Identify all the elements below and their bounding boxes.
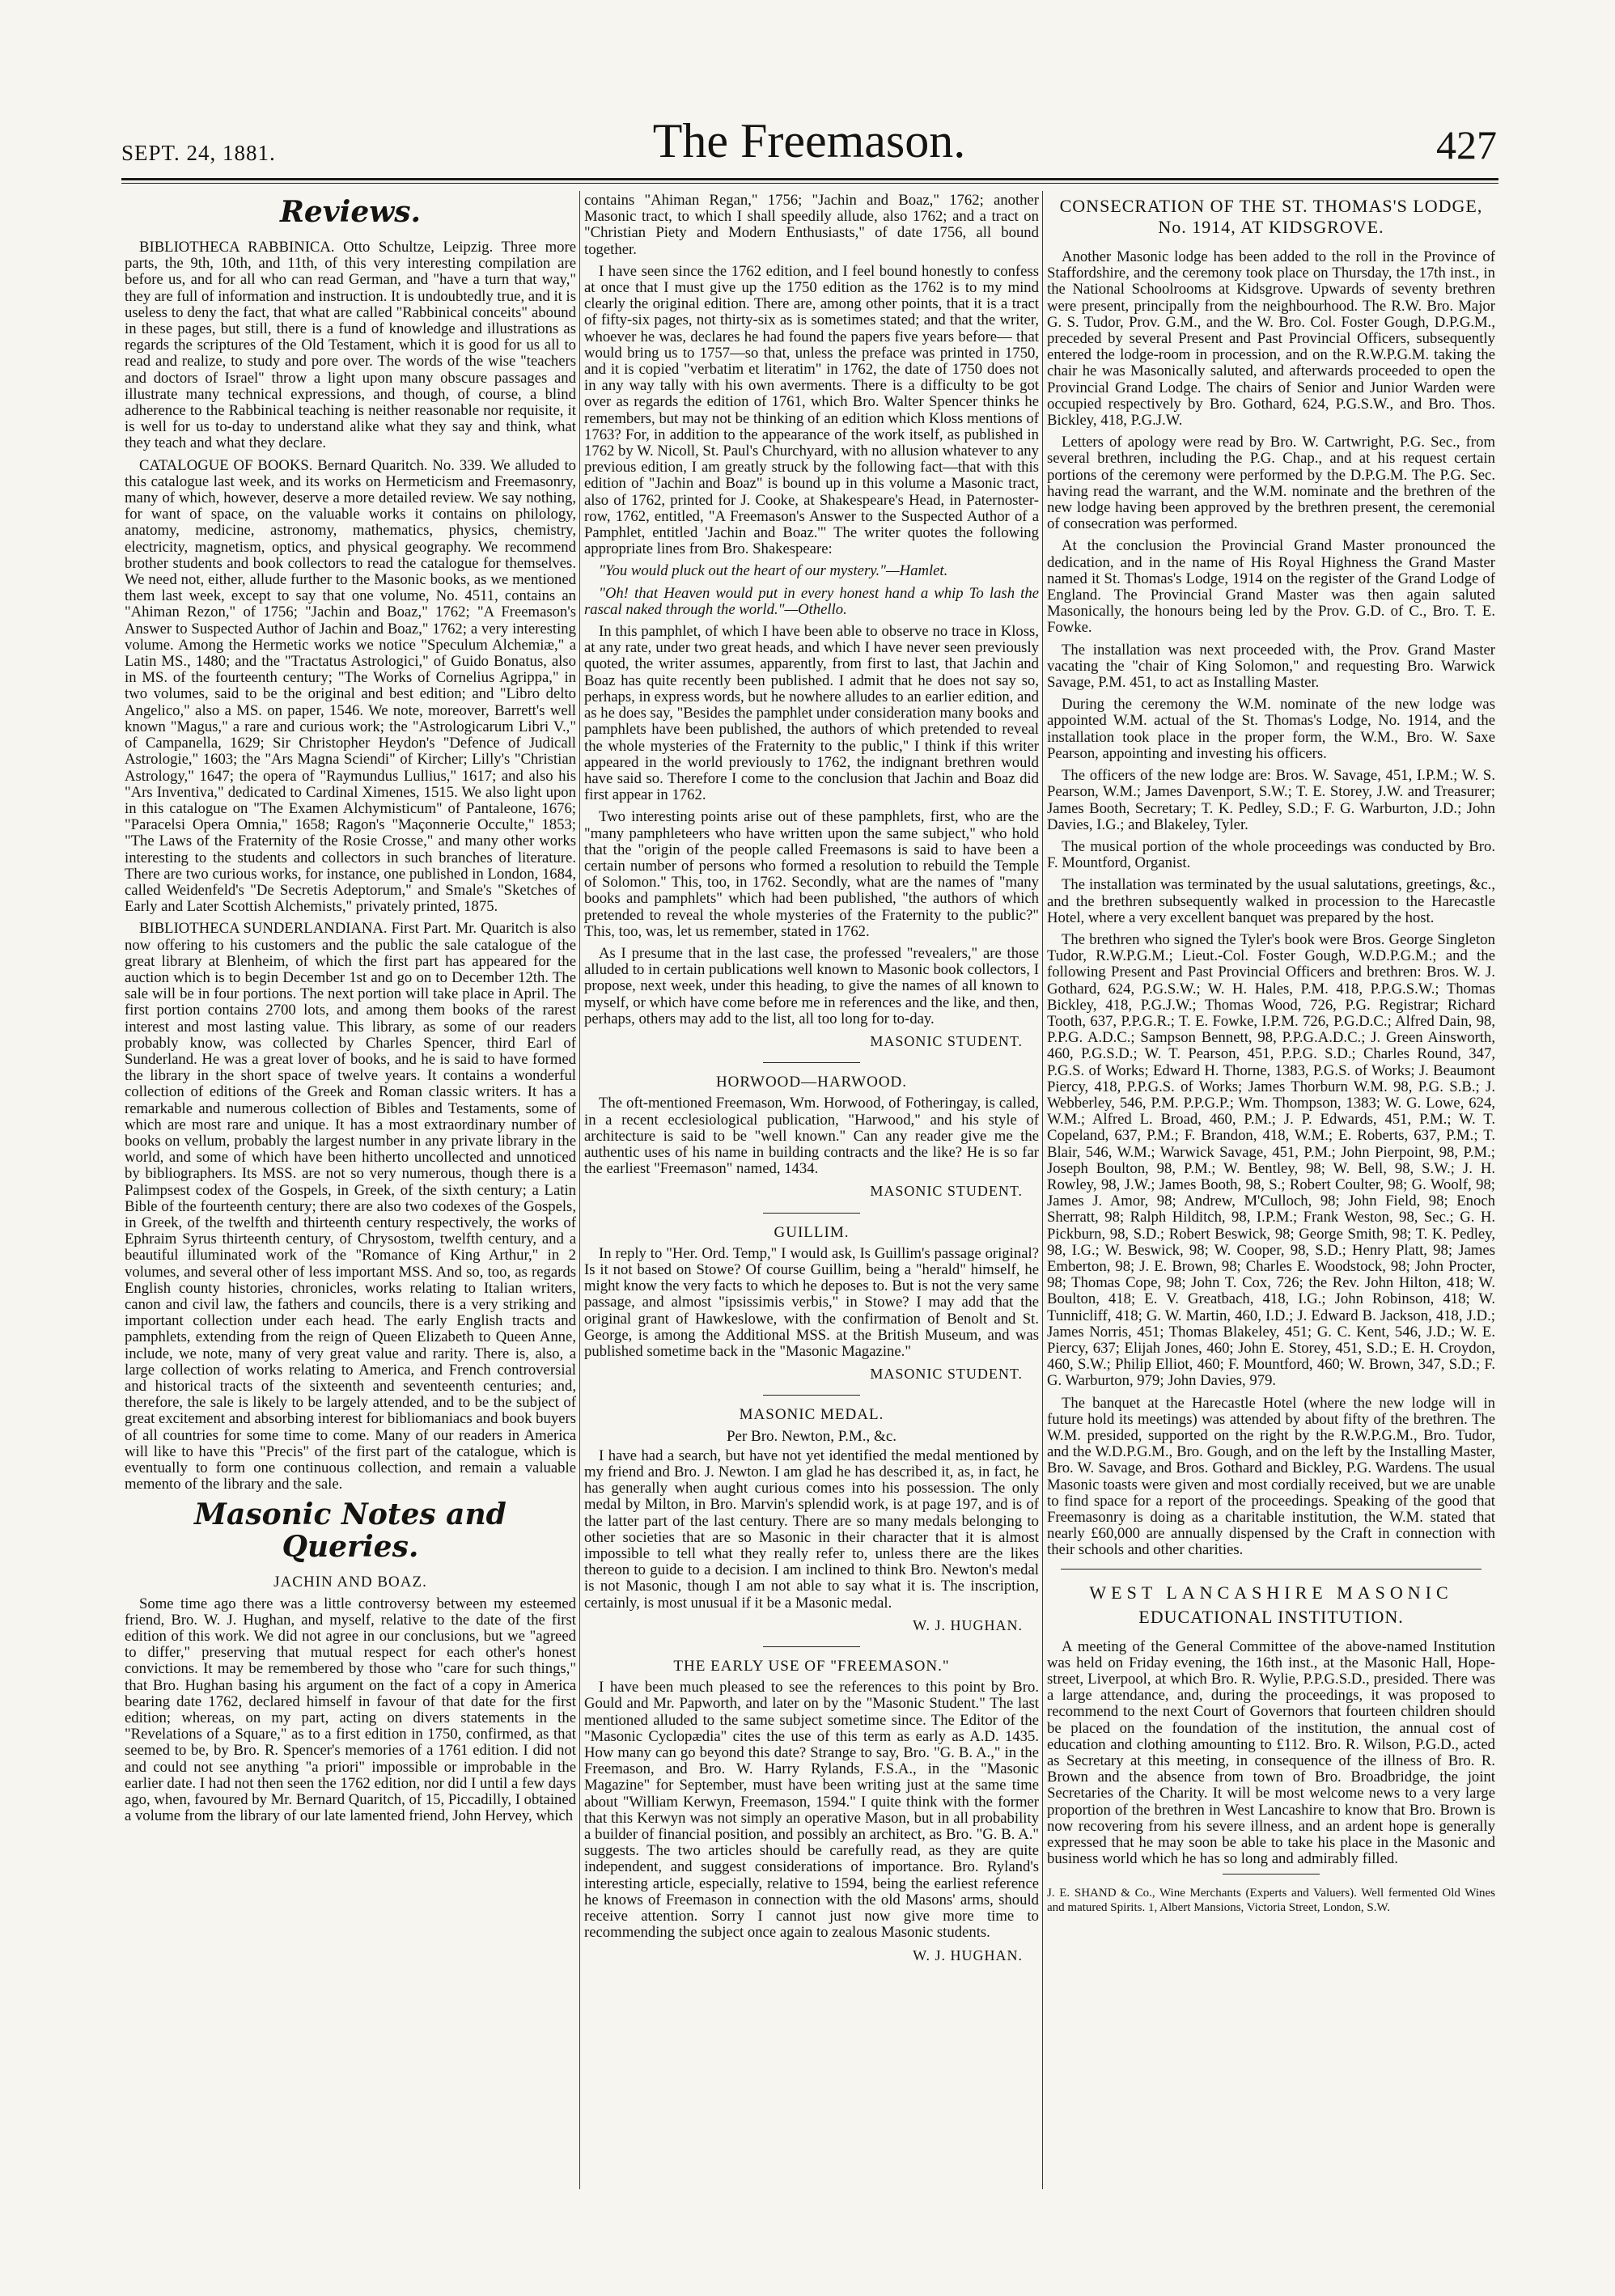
masthead-rule: [121, 178, 1498, 180]
page-number: 427: [1436, 122, 1497, 167]
article-heading-west-lancashire-sub: EDUCATIONAL INSTITUTION.: [1138, 1606, 1404, 1627]
article-body: The oft-mentioned Freemason, Wm. Horwood, of Fotheringay, is called, in a recent ecclesiological publication, "Harwood," and his style of architecture is said to be "well known." Can any reader give me the authentic uses of his name in building contracts and the like? He is so far the earliest "Freemason" named, 1434.: [584, 1095, 1039, 1178]
masthead-rule-thin: [121, 183, 1498, 184]
article-heading-west-lancashire: WEST LANCASHIRE MASONIC: [1089, 1582, 1453, 1603]
column-1: [125, 193, 576, 2191]
shakespeare-quote: "You would pluck out the heart of our mystery."—Hamlet.: [599, 562, 948, 580]
column-divider: [1042, 191, 1043, 2189]
article-body: I have been much pleased to see the references to this point by Bro. Gould and Mr. Papworth, and later on by the "Masonic Student." The last mentioned alluded to the same subject sometime since. The Editor of the "Masonic Cyclopædia" cites the use of this term as early as A.D. 1435. How many can go beyond this date? Strange to say, Bro. "G. B. A.," in the Freemason, and Bro. W. Harry Rylands, F.S.A., in the "Masonic Magazine" for September, must have been writing just at the same time about "William Kerwyn, Freemason, 1594." I quite think with the former that this Kerwyn was not simply an operative Mason, but in all probability a builder of financial position, and possibly an architect, as Bro. "G. B. A." suggests. The two articles should be carefully read, as they are quite independent, and suggest considerations of importance. Bro. Ryland's interesting article, especially, relative to 1594, being the earliest reference he knows of Freemason in connection with the old Masons' arms, should receive attention. Sorry I cannot just now give more time to recommending the subject once again to zealous Masonic students.: [584, 1679, 1039, 1942]
review-catalogue-of-books: CATALOGUE OF BOOKS. Bernard Quaritch. No. 339. We alluded to this catalogue last week, and its works on Hermeticism and Freemasonry, many of which, however, deserve a more detailed review. We say nothing, for want of space, on the valuable works it contains on philology, anatomy, medicine, astronomy, mathematics, physics, chemistry, electricity, magnetism, optics, and physical geography. We recommend brother students and book collectors to read the catalogue for themselves. We need not, either, allude further to the Masonic books, as we mentioned them last week, except to say that one volume, No. 4511, contains an "Ahiman Rezon," of 1756; "Jachin and Boaz," 1762; "A Freemason's Answer to Suspected Author of Jachin and Boaz," 1762; a very interesting volume. Among the Hermetic works we notice "Speculum Alchemiæ," a Latin MS., 1480; and the "Tractatus Astrologici," of Guido Bonatus, also in MS. of the fourteenth century; "The Works of Cornelius Agrippa," in two volumes, said to be the original and best edition; and "Libro delto Angelico," also a MS. on paper, 1546. We note, moreover, Barrett's well known "Magus," a rare and curious work; the "Astrologicarum Libri V.," of Campanella, 1629; Sir Christopher Heydon's "Defence of Judicall Astrologie," 1603; the "Ars Magna Sciendi" of Kircher; Lilly's "Christian Astrology," 1647; the opera of "Raymundus Lullius," 1617; and also his "Ars Inventiva," dedicated to Cardinal Ximenes, 1515. We also light upon in this catalogue on "The Examen Alchymisticum" of Pantaleone, 1676; "Paracelsi Opera Omnia," 1658; Ragon's "Maçonnerie Occulte," 1853; "The Laws of the Fraternity of the Rosie Crosse," and many other works interesting to the students and collectors in such branches of literature. There are two curious works, for instance, one published in London, 1684, called Weidenfeld's "De Secretis Adeptorum," and Smale's "Sketches of Early and Later Scottish Alchemists," privately printed, 1875.: [125, 456, 576, 916]
article-body: contains "Ahiman Regan," 1756; "Jachin and Boaz," 1762; another Masonic tract, to which I shall speedily allude, also 1762; and a tract on "Christian Piety and Modern Enthusiasts," of date 1756, all bound together.: [584, 193, 1039, 258]
article-body: In this pamphlet, of which I have been able to observe no trace in Kloss, at any rate, under two great heads, and which I have never seen previously quoted, the writer assumes, apparently, from first to last, that Jachin and Boaz has quite recently been published. I admit that he does not say so, perhaps, in express words, but he nowhere alludes to an earlier edition, and as he does say, "Besides the pamphlet under consideration many books and pamphlets have been published, the authors of which pretended to reveal the whole mysteries of the Fraternity to the public," I think if this writer appeared in the world previously to 1762, the indignant brethren would have said so. Therefore I come to the conclusion that Jachin and Boaz did first appear in 1762.: [584, 623, 1039, 804]
short-rule: [1223, 1874, 1320, 1875]
short-rule: [763, 1646, 860, 1647]
newspaper-title: The Freemason.: [652, 114, 966, 167]
article-heading-masonic-medal: MASONIC MEDAL.: [739, 1406, 884, 1424]
short-rule: [763, 1395, 860, 1396]
review-bibliotheca-rabbinica: BIBLIOTHECA RABBINICA. Otto Schultze, Leipzig. Three more parts, the 9th, 10th, and 11th, of this very interesting compilation are before us, and for all who can read German, and "have a turn that way," they are full of information and instruction. It is undoubtedly true, and it is useless to deny the fact, that what are called "Rabbinical conceits" abound in these pages, but still, there is a fund of knowledge and illustrations as regards the scriptures of the Old Testament, which it is good for us all to read and realize, to study and pore over. The words of the wise "teachers and doctors of Israel" throw a light upon many obscure passages and illustrate many technical expressions, and though, of course, a blind adherence to the Rabbinical teaching is neither reasonable nor requisite, it is well for us to-day to understand alike what they say and think, what they teach and what they declare.: [125, 239, 576, 452]
issue-date: SEPT. 24, 1881.: [121, 141, 276, 165]
article-body: The banquet at the Harecastle Hotel (where the new lodge will in future hold its meetings) was attended by about fifty of the brethren. The W.M. presided, supported on the right by the R.W.P.G.M., Bro. Tudor, and the W.D.P.G.M., Bro. Gough, and on the left by the Installing Master, Bro. W. Savage, and Bros. Gothard and Bickley, P.G. Wardens. The usual Masonic toasts were given and most cordially received, but we are unable to find space for a report of the proceedings. Speaking of the good that Freemasonry is doing as a charitable institution, the W.M. stated that nearly £60,000 are annually dispensed by the Craft in connection with their schools and other charities.: [1047, 1394, 1495, 1559]
section-heading-reviews: Reviews.: [279, 195, 422, 229]
article-body: The brethren who signed the Tyler's book were Bros. George Singleton Tudor, R.W.P.G.M.; Lieut.-Col. Foster Gough, W.D.P.G.M.; and the following Present and Past Provincial Officers and brethren: Bros. W. J. Gothard, 624, P.G.S.W.; W. H. Hales, P.M. 418, P.P.G.S.W.; Thomas Bickley, 418, P.G.J.W.; Thomas Wood, 726, P.G. Registrar; Richard Tooth, 637, P.P.G.R.; T. E. Fowke, I.P.M. 726, P.G.D.C.; Alfred Dain, 98, P.P.G. A.D.C.; Sampson Bennett, 98, P.P.G.A.D.C.; J. Green Ainsworth, 460, P.G.S.D.; W. T. Pearson, 451, P.P.G. S.D.; Charles Round, 347, P.G.S. of Works; Edward H. Thorne, 1383, P.G.S. of Works; J. Beaumont Piercy, 418, P.P.G.S. of Works; James Thorburn W.M. 98, P.G. S.B.; J. Webberley, 546, P.M. P.P.G.P.; Wm. Thompson, 1383; W. G. Lowe, 624, W.M.; Alfred L. Broad, 460, P.M.; J. P. Edwards, 451, P.M.; W. T. Copeland, 637, P.M.; F. Brandon, 418, W.M.; E. Roberts, 637, P.M.; T. Blair, 546, W.M.; Warwick Savage, 451, P.M.; John Pierpoint, 98, P.M.; Joseph Boulton, 98, P.M.; W. Bentley, 98; W. Bell, 98, S.W.; J. H. Rowley, 98, J.W.; James Booth, 98, S.; Robert Coulter, 98; G. Woolf, 98; James J. Amor, 98; Andrew, M'Culloch, 98; John Field, 98; Enoch Sherratt, 98; Ralph Hilditch, 98, I.P.M.; Frank Weston, 98, Sec.; G. H. Pickburn, 98, S.D.; Robert Beswick, 98; George Smith, 98; T. K. Pedley, 98, I.G.; W. Beswick, 98; W. Cooper, 98, S.D.; Henry Platt, 98; James Emberton, 98; J. E. Brown, 98; Charles E. Woodstock, 98; John Procter, 98; Thomas Cope, 98; John T. Cox, 726; the Rev. John Hilton, 418; W. Boulton, 418; E. V. Greatbach, 418, I.G.; John Robinson, 418; W. Tunnicliff, 418; G. W. Martin, 460, I.D.; J. Edward B. Jackson, 418, J.D.; James Norris, 451; Thomas Blakeley, 451; G. C. Kent, 546, J.D.; W. E. Piercy, 637; Elijah Jones, 460; John E. Storey, 451, S.D.; E. H. Croydon, 460, S.W.; Philip Elliot, 460; F. Mountford, 460; W. Brown, 347, S.D.; F. G. Warburton, 979; John Davies, 979.: [1047, 930, 1495, 1390]
signature: W. J. HUGHAN.: [913, 1616, 1023, 1633]
advertisement: J. E. SHAND & Co., Wine Merchants (Experts and Valuers). Well fermented Old Wines and matured Spirits. 1, Albert Mansions, Victoria Street, London, S.W.: [1047, 1887, 1495, 1915]
article-heading-consecration: CONSECRATION OF THE ST. THOMAS'S LODGE, No. 1914, AT KIDSGROVE.: [1059, 196, 1483, 237]
column-divider: [579, 191, 580, 2189]
article-body: During the ceremony the W.M. nominate of the new lodge was appointed W.M. actual of the St. Thomas's Lodge, No. 1914, and the installation took place in the proper form, the W.M., Bro. W. Saxe Pearson, appointing and investing his officers.: [1047, 696, 1495, 762]
article-body: Letters of apology were read by Bro. W. Cartwright, P.G. Sec., from several brethren, including the P.G. Chap., and at his request certain portions of the ceremony were performed by the D.P.G.M. The P.G. Sec. having read the warrant, and the W.M. nominate and the brethren of the new lodge having been approved by the brethren present, the ceremonial of consecration was performed.: [1047, 434, 1495, 533]
article-subheading: Per Bro. Newton, P.M., &c.: [726, 1427, 897, 1445]
signature: MASONIC STUDENT.: [870, 1032, 1023, 1049]
signature: MASONIC STUDENT.: [870, 1366, 1023, 1383]
article-body: Some time ago there was a little controversy between my esteemed friend, Bro. W. J. Hughan, and myself, relative to the date of the first edition of this work. We did not agree in our conclusions, but we "agreed to differ," preserving that mutual respect for each other's honest convictions. It may be remembered by those who "care for such things," that Bro. Hughan basing his argument on the fact of a copy in America bearing date 1762, declared himself in favour of that date for the first edition; whereas, on my part, acting on divers statements in the "Revelations of a Square," as to a first edition in 1750, confirmed, as that seemed to be, by Bro. R. Spencer's memories of a 1761 edition. I did not and could not see anything "a priori" impossible or improbable in the earlier date. I had not then seen the 1762 edition, nor did I until a few days ago, when, favoured by Mr. Bernard Quaritch, of 15, Piccadilly, I obtained a volume from the library of our late lamented friend, John Hervey, which: [125, 1595, 576, 1825]
article-body: I have seen since the 1762 edition, and I feel bound honestly to confess at once that I must give up the 1750 edition as the 1762 is to my mind clearly the original edition. There are, among other points, that it is a tract of fifty-six pages, not thirty-six as is sometimes stated; and that the writer, whoever he was, declares he had found the papers five years before— that would bring us to 1757—so that, unless the preface was printed in 1750, and it is copied "verbatim et literatim" in 1762, the date of 1750 does not in any way tally with his own averments. There is a difficulty to be got over as regards the edition of 1761, which Bro. Walter Spencer thinks he remembers, but may not be thinking of an edition which Kloss mentions of 1763? For, in addition to the appearance of the work itself, as published in 1762 by W. Nicoll, St. Paul's Churchyard, with no allusion whatever to any previous edition, I am greatly struck by the following fact—that with this edition of "Jachin and Boaz" is bound up in this volume a Masonic tract, also of 1762, printed for J. Cooke, at Shakespeare's Head, in Paternoster-row, 1762, entitled, "A Freemason's Answer to the Suspected Author of a Pamphlet, entitled 'Jachin and Boaz.'" The writer quotes the following appropriate lines from Bro. Shakespeare:: [584, 262, 1039, 558]
article-body: The installation was next proceeded with, the Prov. Grand Master vacating the "chair of King Solomon," and requesting Bro. Warwick Savage, P.M. 451, to act as Installing Master.: [1047, 641, 1495, 692]
article-body: The installation was terminated by the usual salutations, greetings, &c., and the brethren subsequently walked in procession to the Harecastle Hotel, where a very excellent banquet was prepared by the host.: [1047, 876, 1495, 926]
column-2: [584, 193, 1039, 2191]
article-body: As I presume that in the last case, the professed "revealers," are those alluded to in certain publications well known to Masonic book collectors, I propose, next week, under this heading, to give the names of all known to myself, or which have come before me in references and the like, and then, perhaps, others may add to the list, all too long for to-day.: [584, 944, 1039, 1027]
article-heading-guillim: GUILLIM.: [774, 1223, 850, 1241]
article-heading-horwood: HORWOOD—HARWOOD.: [715, 1074, 908, 1091]
signature: W. J. HUGHAN.: [913, 1947, 1023, 1963]
article-body: The officers of the new lodge are: Bros. W. Savage, 451, I.P.M.; W. S. Pearson, W.M.; James Davenport, S.W.; T. E. Storey, J.W. and Treasurer; James Booth, Secretary; T. K. Pedley, S.D.; F. G. Warburton, J.D.; John Davies, I.G.; and Blakeley, Tyler.: [1047, 767, 1495, 833]
article-body: Another Masonic lodge has been added to the roll in the Province of Staffordshire, and the ceremony took place on Thursday, the 17th inst., in the National Schoolrooms at Kidsgrove. Upwards of seventy brethren were present, principally from the neighbourhood. The R.W. Bro. Major G. S. Tudor, Prov. G.M., and the W. Bro. Col. Foster Gough, D.P.G.M., preceded by several Present and Past Provincial Officers, subsequently entered the lodge-room in procession, and on the R.W.P.G.M. taking the chair he was Masonically saluted, and afterwards proceeded to open the Provincial Grand Lodge. The chairs of Senior and Junior Warden were occupied respectively by Bro. Gothard, 624, P.G.S.W., and Bro. Thos. Bickley, 418, P.G.J.W.: [1047, 248, 1495, 430]
shakespeare-quote: "Oh! that Heaven would put in every honest hand a whip To lash the rascal naked through the world."—Othello.: [584, 584, 1039, 618]
signature: MASONIC STUDENT.: [870, 1183, 1023, 1200]
article-heading-early-use: THE EARLY USE OF "FREEMASON.": [673, 1658, 950, 1675]
short-rule: [763, 1062, 860, 1063]
column-3: [1047, 193, 1495, 2191]
article-body: Two interesting points arise out of these pamphlets, first, who are the "many pamphleteers who have written upon the same subject," who hold that the "origin of the people called Freemasons is said to have been a certain number of persons who formed a resolution to rebuild the Temple of Solomon." This, too, in 1762. Secondly, what are the names of "many books and pamphlets" which had been published, "the authors of which pretended to reveal the whole mysteries of the Fraternity to the public?" This, too, was, let us remember, stated in 1762.: [584, 808, 1039, 940]
article-body: The musical portion of the whole proceedings was conducted by Bro. F. Mountford, Organist.: [1047, 837, 1495, 872]
short-rule: [763, 1213, 860, 1214]
article-body: At the conclusion the Provincial Grand Master pronounced the dedication, and in the name of His Royal Highness the Grand Master named it St. Thomas's Lodge, 1914 on the register of the Grand Lodge of England. The Provincial Grand Master was then again saluted Masonically, the honours being led by the Prov. G.D. of C., Bro. T. E. Fowke.: [1047, 537, 1495, 637]
article-body: A meeting of the General Committee of the above-named Institution was held on Friday evening, the 16th inst., at the Masonic Hall, Hope-street, Liverpool, at which Bro. R. Wylie, P.P.G.S.D., presided. There was a large attendance, and, during the proceedings, it was proposed to recommend to the next Court of Governors that fourteen children should be placed on the foundation of the institution, the annual cost of education and clothing amounting to £112. Bro. R. Wilson, P.G.D., acted as Secretary at this meeting, in consequence of the illness of Bro. R. Brown and the absence from town of Bro. Broadbridge, the joint Secretaries of the Charity. It will be most welcome news to a very large proportion of the brethren in West Lancashire to know that Bro. Brown is now recovering from his severe illness, and an ardent hope is generally expressed that he may soon be able to take his place in the Masonic and business world which he has so long and admirably filled.: [1047, 1637, 1495, 1868]
article-heading-jachin-boaz: JACHIN AND BOAZ.: [273, 1574, 427, 1591]
article-body: In reply to "Her. Ord. Temp," I would ask, Is Guillim's passage original? Is it not based on Stowe? Of course Guillim, being a "herald" himself, he might know the very facts to which he deposes to. But is not the very same passage, and almost "ipsissimis verbis," in Stowe? I may add that the original grant of Hawkeslowe, with the confirmation of Benolt and St. George, is among the Additional MSS. at the British Museum, and was published sometime back in the "Masonic Magazine.": [584, 1244, 1039, 1360]
masthead: [121, 113, 1497, 178]
review-bibliotheca-sunderlandiana: BIBLIOTHECA SUNDERLANDIANA. First Part. Mr. Quaritch is also now offering to his customers and the public the sale catalogue of the great library at Blenheim, of which the first part has appeared for the auction which is to begin December 1st and go on to December 12th. The sale will be in four portions. The next portion will take place in April. The first portion contains 2700 lots, and among them books of the rarest interest and most lasting value. This library, as some of our readers probably know, was collected by Charles Spencer, third Earl of Sunderland. He was a great lover of books, and he is said to have formed the library in the short space of twelve years. It contains a wonderful collection of editions of the Greek and Roman classic writers. It has a remarkable and numerous collection of Bibles and Testaments, some of which are most rare and unique. It has a most extraordinary number of books on vellum, probably the largest number in any private library in the world, and some of which have been hitherto uncollected and unnoticed by bibliographers. Its MSS. are not so very numerous, though there is a Palimpsest codex of the Gospels, in Greek, of the sixth century; a Latin Bible of the fourteenth century; there are also two codexes of the Gospels, in Greek, of the twelfth and thirteenth century respectively, the works of Ephraim Syrus thirteenth century, of Chrysostom, twelfth century, and a beautiful illuminated work of the "Romance of King Arthur," in 2 volumes, and several other of less important MSS. And so, too, as regards English county histories, chronicles, works relating to Italian writers, canon and civil law, the fathers and councils, there is a very striking and important collection under each head. The early English tracts and pamphlets, extending from the reign of Queen Elizabeth to Queen Anne, include, we note, many of very great value and rarity. There is, also, a large collection of works relating to America, and French controversial and historical tracts of the sixteenth and seventeenth centuries; and, therefore, the sale is likely to be largely attended, and to be the subject of great excitement and absorbing interest for bibliomaniacs and book buyers of all countries for some time to come. Many of our readers in America will like to have this "Precis" of the first part of the catalogue, which is eventually to form one continuous collection, and remain a valuable memento of the library and the sale.: [125, 920, 576, 1493]
article-body: I have had a search, but have not yet identified the medal mentioned by my friend and Bro. J. Newton. I am glad he has described it, as, in fact, he has generally when aught curious comes into his possession. The only medal by Milton, in Bro. Marvin's splendid work, is at page 197, and is of the latter part of the last century. There are so many medals belonging to other societies that are so Masonic in their character that it is almost impossible to tell what they really refer to, unless there are the likes thereon to guide to a decision. I am inclined to think Bro. Newton's medal is not Masonic, though I am not able to say what it is. The inscription, certainly, is most unusual if it be a Masonic medal.: [584, 1447, 1039, 1612]
section-heading-notes-queries: Masonic Notes and Queries.: [194, 1497, 507, 1565]
